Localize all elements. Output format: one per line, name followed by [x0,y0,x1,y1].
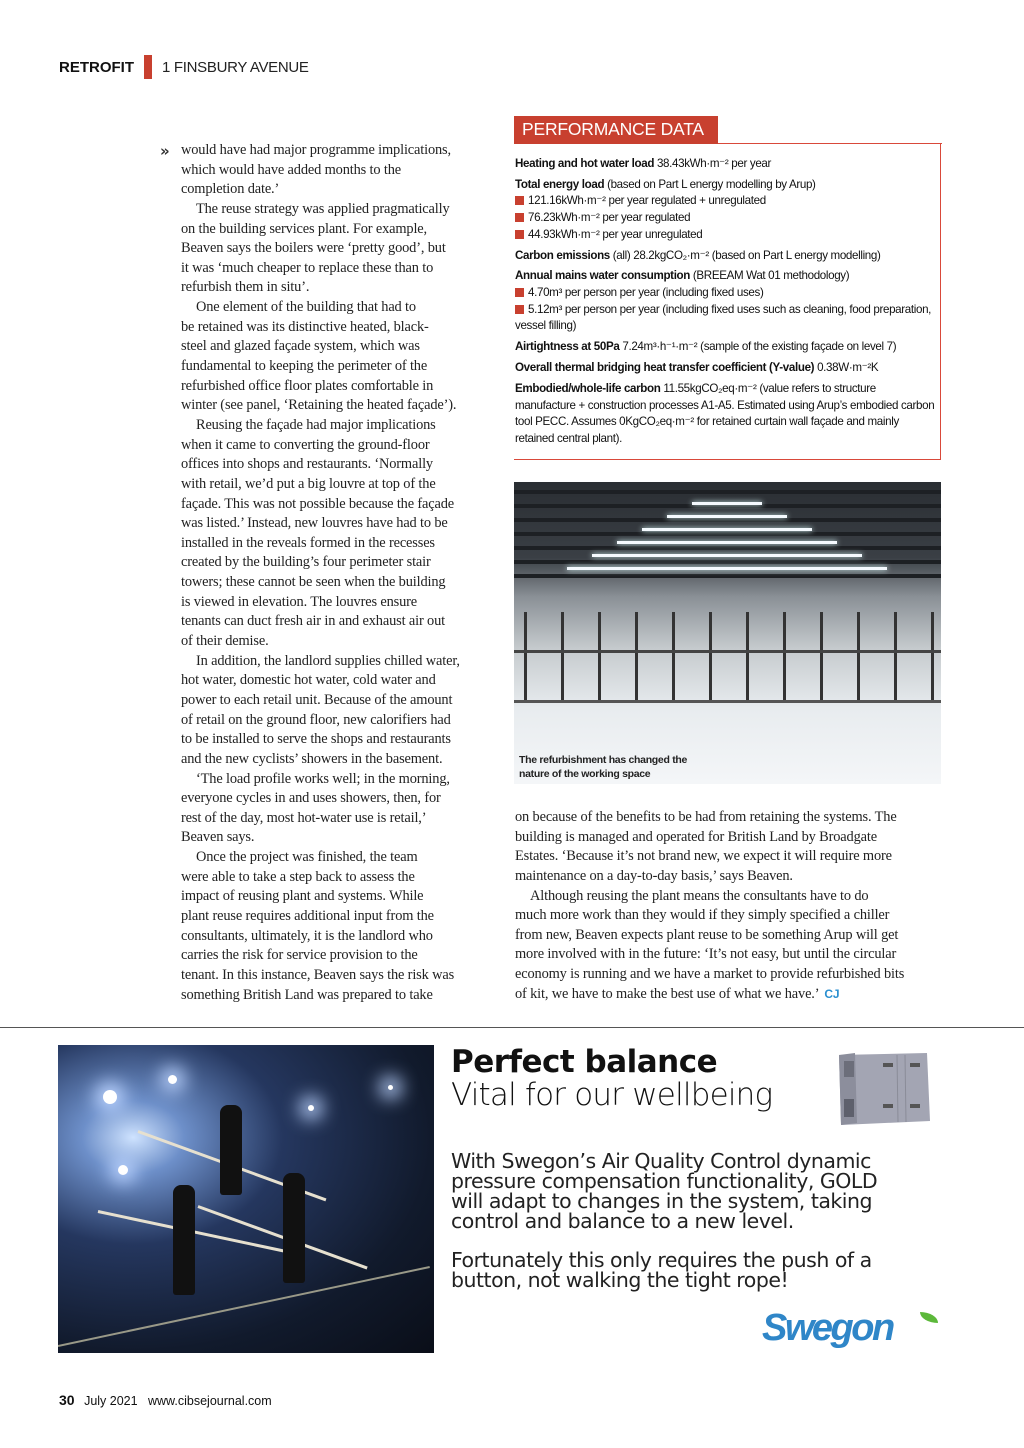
text-line-content: would have had major programme implications, [181,142,451,158]
column-post [857,612,860,702]
text-line-content: more involved with in the future: ‘It’s not easy, but until the circular [515,946,897,963]
text-line-content: refurbished office floor plates comfortable in [181,377,434,394]
text-line-content: and the new cyclists’ showers in the basement. [181,750,443,767]
pd-item: 5.12m³ per person per year (including fixed uses such as cleaning, food preparation, vessel filling) [515,302,932,333]
text-line [181,887,460,907]
text-line [515,965,904,985]
ceiling-light [692,502,762,505]
text-line [181,809,460,829]
ad-headline: Perfect balance [451,1044,718,1080]
text-line [181,200,460,220]
ceiling-light [667,515,787,518]
pd-label: Annual mains water consumption [515,269,691,283]
text-line-content: building is managed and operated for British Land by Broadgate [515,828,877,845]
text-line [181,239,460,259]
ceiling-beam [514,490,941,494]
text-line [181,789,460,809]
caption-line: The refurbishment has changed the [519,754,688,766]
column-post [820,612,823,702]
text-line-content: it was ‘much cheaper to replace these than to [181,259,434,276]
ad-line: control and balance to a new level. [451,1209,794,1233]
text-line-content: maintenance on a day-to-day basis,’ says Beaven. [515,867,793,884]
text-line [181,612,460,632]
text-line-content: on because of the benefits to be had from retaining the systems. The [515,809,897,825]
column-post [746,612,749,702]
text-line-content: completion date.’ [181,181,280,198]
text-line-content: be retained was its distinctive heated, black- [181,318,429,335]
text-line [181,750,460,770]
text-line-content: created by the building’s four perimeter stair [181,554,431,571]
pd-value: (based on Part L energy modelling by Arup) [607,177,816,191]
text-line [181,475,460,495]
text-line [181,730,460,750]
text-line-content: One element of the building that had to [196,299,416,316]
tightrope-performers-photo [58,1045,434,1353]
text-line-content: installed in the reveals formed in the recesses [181,534,435,551]
text-line-content: power to each retail unit. Because of the amount [181,691,453,708]
text-line [181,986,460,1006]
text-line [181,828,460,848]
bullet-square-icon [515,213,524,222]
text-line [181,298,460,318]
issue-date: July 2021 [84,1394,138,1408]
text-line [181,495,460,515]
page-footer [59,1392,272,1408]
continued-chevron-icon: » [160,142,170,160]
text-line-content: Reusing the façade had major implications [196,416,436,433]
text-line [181,966,460,986]
text-line [515,867,904,887]
text-line [181,318,460,338]
stage-light [388,1085,393,1090]
text-line [181,593,460,613]
leaf-icon [920,1312,938,1323]
text-line-content: tenant. In this instance, Beaven says the risk was [181,966,455,983]
text-line-content: on the building services plant. For example, [181,220,427,237]
ceiling-light [642,528,812,531]
text-line-content: carries the risk for service provision to the [181,947,418,964]
stage-light [118,1165,128,1175]
ceiling-beam [514,532,941,536]
pd-value: 0.38W·m⁻²K [817,361,879,375]
column-post [709,612,712,702]
stage-light [308,1105,314,1111]
end-mark: CJ [824,986,840,1001]
text-line-content: Once the project was finished, the team [196,849,418,866]
pd-label: Carbon emissions [515,248,610,262]
air-handling-unit-image [835,1049,932,1129]
text-line-content: consultants, ultimately, it is the landlord who [181,927,433,944]
text-line-content: impact of reusing plant and systems. While [181,888,424,905]
text-line-content: of retail on the ground floor, new calorifiers had [181,711,451,728]
text-line [515,945,904,965]
column-post [561,612,564,702]
text-line-content: fundamental to keeping the perimeter of the [181,358,428,375]
ad-line: Fortunately this only requires the push of a [451,1248,872,1272]
text-line [515,906,904,926]
column-post [598,612,601,702]
text-line-content: of their demise. [181,633,269,650]
text-line [181,534,460,554]
text-line-content: when it came to converting the ground-floor [181,436,430,453]
text-line [181,161,460,181]
column-post [635,612,638,702]
performer [173,1185,195,1295]
text-line-content: Beaven says the boilers were ‘pretty good’, but [181,240,446,257]
ad-body [451,1151,877,1231]
text-line-content: to be installed to serve the shops and restaurants [181,731,451,748]
text-line-content: is viewed in elevation. The louvres ensure [181,593,418,610]
text-line-content: façade. This was not possible because the façade [181,495,455,512]
text-line [181,691,460,711]
text-line [515,808,904,828]
ad-subhead: Vital for our wellbeing [451,1077,773,1113]
pd-label: Heating and hot water load [515,157,655,170]
text-line [181,220,460,240]
text-line [181,357,460,377]
text-line [181,436,460,456]
pd-label: Airtightness at 50Pa [515,340,620,354]
ad-line: With Swegon’s Air Quality Control dynamic [451,1149,871,1173]
pd-item: 121.16kWh·m⁻² per year regulated + unregulated [528,194,766,208]
pd-item: 44.93kWh·m⁻² per year unregulated [528,227,703,241]
pd-item: 76.23kWh·m⁻² per year regulated [528,211,691,225]
performer [220,1105,242,1195]
column-post [894,612,897,702]
text-line-content: rest of the day, most hot-water use is retail,’ [181,809,427,826]
pd-item: 4.70m³ per person per year (including fixed uses) [528,286,764,300]
text-line [181,573,460,593]
text-line [181,259,460,279]
text-line [181,632,460,652]
article-left-column [181,141,460,1005]
stage-light [168,1075,177,1084]
text-line [181,416,460,436]
swegon-logo: Swegon [762,1307,893,1349]
office-interior-photo [514,482,941,784]
bullet-square-icon [515,305,524,314]
text-line-content: plant reuse requires additional input from the [181,907,434,924]
article-right-column [515,808,904,1004]
text-line-content: was listed.’ Instead, new louvres have had to be [181,515,448,532]
text-line-content: with retail, we’d put a big louvre at top of the [181,475,436,492]
text-line [181,180,460,200]
ceiling-beam [514,518,941,522]
pd-label: Overall thermal bridging heat transfer coefficient (Y-value) [515,361,815,375]
photo-caption [519,753,687,781]
pd-label: Embodied/whole-life carbon [515,381,661,395]
text-line-content: The reuse strategy was applied pragmatically [196,200,450,217]
header-divider [144,55,152,79]
text-line [181,514,460,534]
balustrade-rail [514,650,941,653]
page-number: 30 [59,1392,75,1408]
text-line-content: In addition, the landlord supplies chilled water, [196,652,460,669]
text-line [515,887,904,907]
text-line-content: tenants can duct fresh air in and exhaust air out [181,613,445,630]
ceiling-beam [514,546,941,550]
text-line [181,455,460,475]
website: www.cibsejournal.com [148,1394,272,1408]
text-line-content: much more work than they would if they simply specified a chiller [515,907,890,924]
text-line-content: Estates. ‘Because it’s not brand new, we expect it will require more [515,848,892,865]
ad-line: pressure compensation functionality, GOLD [451,1169,878,1193]
ceiling-beam [514,574,941,578]
ceiling-light [592,554,862,557]
bullet-square-icon [515,230,524,239]
text-line [181,652,460,672]
text-line-content: hot water, domestic hot water, cold water and [181,672,436,689]
balustrade-rail [514,700,941,703]
text-line-content: refurbish them in situ’. [181,279,310,296]
ad-divider [0,1027,1024,1028]
performer [283,1173,305,1283]
column-post [672,612,675,702]
text-line [181,553,460,573]
column-post [931,612,934,702]
pd-value: 7.24m³·h⁻¹·m⁻² (sample of the existing façade on level 7) [622,340,897,354]
text-line-content: were able to take a step back to assess the [181,868,415,885]
text-line [515,847,904,867]
text-line [181,337,460,357]
performance-data-content [515,156,935,452]
ad-body-2 [451,1250,872,1290]
topic-label: 1 FINSBURY AVENUE [162,58,309,76]
text-line-content: everyone cycles in and uses showers, then, for [181,790,441,807]
text-line [515,926,904,946]
column-post [524,612,527,702]
text-line-content: of kit, we have to make the best use of what we have.’ [515,985,820,1002]
text-line [181,946,460,966]
ceiling-light [567,567,887,570]
section-label: RETROFIT [59,58,134,76]
bullet-square-icon [515,196,524,205]
text-line-content: steel and glazed façade system, which was [181,338,420,355]
text-line-content: ‘The load profile works well; in the morning, [196,770,450,787]
text-line [181,141,460,161]
pd-label: Total energy load [515,177,605,191]
text-line-content: Beaven says. [181,829,255,846]
tightrope [58,1266,430,1347]
text-line-content: towers; these cannot be seen when the building [181,574,446,591]
text-line [181,770,460,790]
text-line [515,985,904,1005]
text-line [181,868,460,888]
ceiling-beam [514,560,941,564]
text-line [515,828,904,848]
text-line [181,377,460,397]
caption-line: nature of the working space [519,768,651,780]
text-line [181,711,460,731]
stage-light [103,1090,117,1104]
performance-data-title: PERFORMANCE DATA [514,116,718,144]
pd-value: 38.43kWh·m⁻² per year [656,157,772,170]
text-line-content: Although reusing the plant means the consultants have to do [530,887,869,904]
column-post [783,612,786,702]
ceiling-light [617,541,837,544]
text-line [181,671,460,691]
text-line-content: from new, Beaven expects plant reuse to be something Arup will get [515,926,899,943]
running-header [59,56,309,78]
pd-value: (all) 28.2kgCO₂·m⁻² (based on Part L energy modelling) [612,248,881,262]
text-line-content: something British Land was prepared to take [181,986,433,1003]
text-line [181,907,460,927]
text-line [181,278,460,298]
text-line-content: winter (see panel, ‘Retaining the heated façade’). [181,397,457,414]
text-line [181,927,460,947]
ad-line: will adapt to changes in the system, taking [451,1189,872,1213]
text-line-content: offices into shops and restaurants. ‘Normally [181,456,433,473]
text-line-content: which would have added months to the [181,161,402,178]
text-line-content: economy is running and we have a market to provide refurbished bits [515,966,905,983]
bullet-square-icon [515,288,524,297]
pd-value: (BREEAM Wat 01 methodology) [692,269,850,283]
pd-value: 11.55kgCO₂eq·m⁻² (value refers to structure manufacture + construction processes A1-A5. Estimated using Arup’s embodied carbon tool PECC. Assumes 0KgCO₂eq·m⁻² for retained curtain wall façade and mainly retained central plant). [515,381,935,445]
ad-line: button, not walking the tight rope! [451,1268,789,1292]
text-line [181,396,460,416]
text-line [181,848,460,868]
